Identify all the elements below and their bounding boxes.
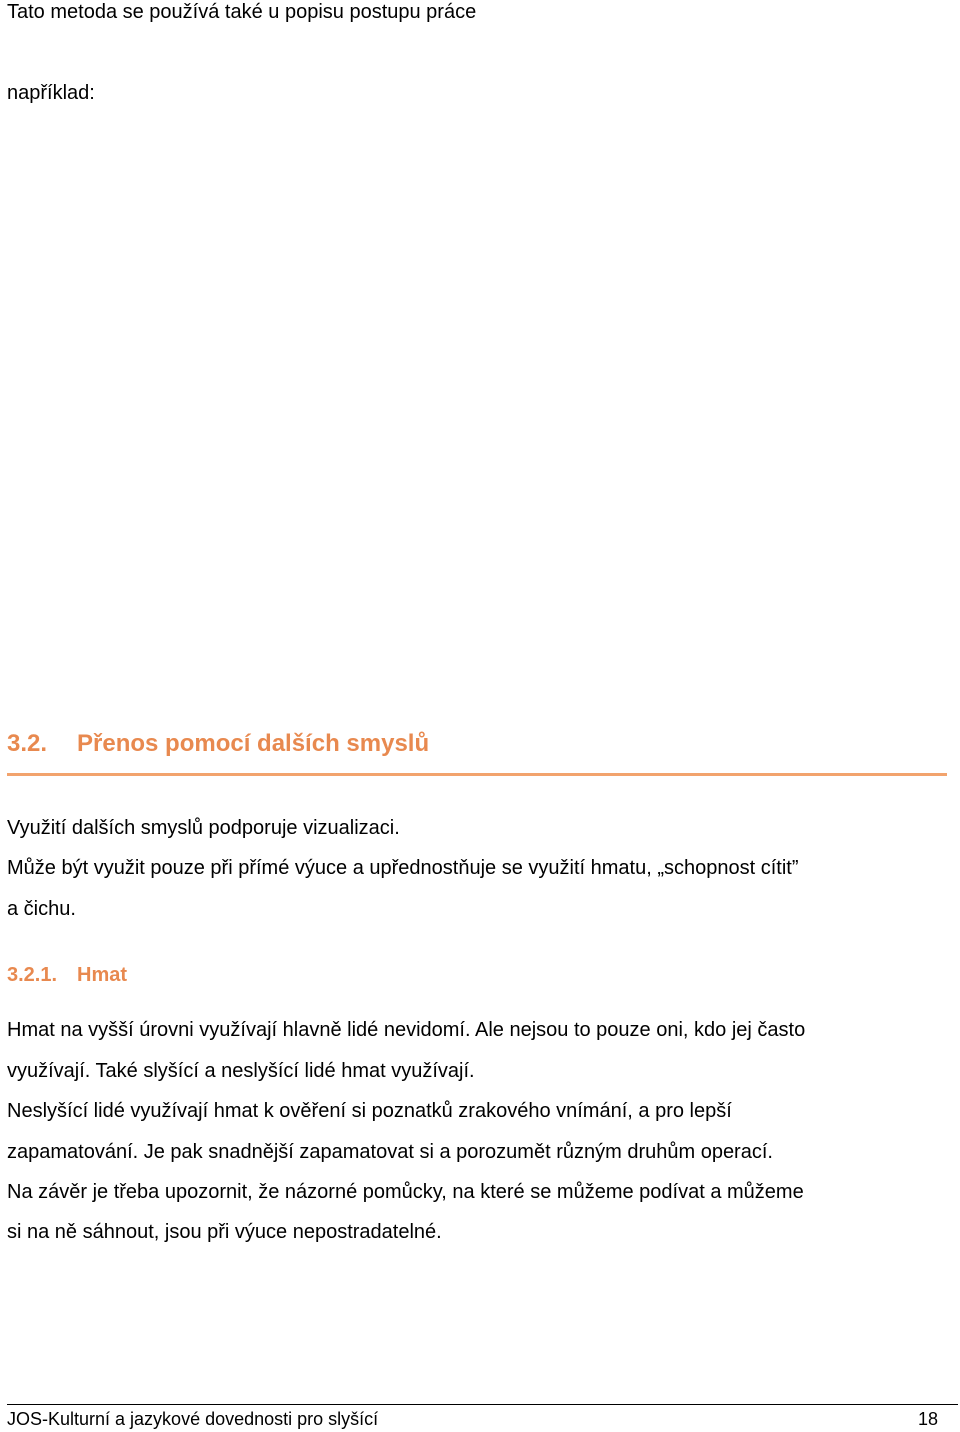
section-title: Přenos pomocí dalších smyslů bbox=[77, 730, 430, 757]
subsection-number: 3.2.1. bbox=[7, 964, 58, 986]
subsection-paragraph-line: Na závěr je třeba upozornit, že názorné pomůcky, na které se můžeme podívat a můžeme bbox=[7, 1181, 804, 1203]
section-number: 3.2. bbox=[7, 730, 48, 757]
section-paragraph-line: Může být využit pouze při přímé výuce a upřednostňuje se využití hmatu, „schopnost cítit” bbox=[7, 857, 799, 879]
section-paragraph-line: a čichu. bbox=[7, 898, 76, 920]
subsection-title: Hmat bbox=[77, 964, 128, 986]
subsection-paragraph-line: Neslyšící lidé využívají hmat k ověření si poznatků zrakového vnímání, a pro lepší bbox=[7, 1100, 732, 1122]
section-heading bbox=[7, 728, 429, 760]
section-heading-rule bbox=[7, 773, 947, 776]
subsection-heading bbox=[7, 962, 127, 988]
intro-line-1: Tato metoda se používá také u popisu postupu práce bbox=[7, 1, 477, 23]
intro-line-2: například: bbox=[7, 82, 95, 104]
subsection-paragraph-line: si na ně sáhnout, jsou při výuce nepostradatelné. bbox=[7, 1221, 442, 1243]
footer-page-number: 18 bbox=[917, 1409, 938, 1429]
footer-title: JOS-Kulturní a jazykové dovednosti pro slyšící bbox=[7, 1409, 379, 1429]
subsection-paragraph-line: využívají. Také slyšící a neslyšící lidé hmat využívají. bbox=[7, 1060, 475, 1082]
section-paragraph-line: Využití dalších smyslů podporuje vizualizaci. bbox=[7, 817, 400, 839]
subsection-paragraph-line: Hmat na vyšší úrovni využívají hlavně lidé nevidomí. Ale nejsou to pouze oni, kdo jej často bbox=[7, 1019, 806, 1041]
subsection-paragraph-line: zapamatování. Je pak snadnější zapamatovat si a porozumět různým druhům operací. bbox=[7, 1141, 773, 1163]
footer-rule bbox=[7, 1404, 958, 1405]
